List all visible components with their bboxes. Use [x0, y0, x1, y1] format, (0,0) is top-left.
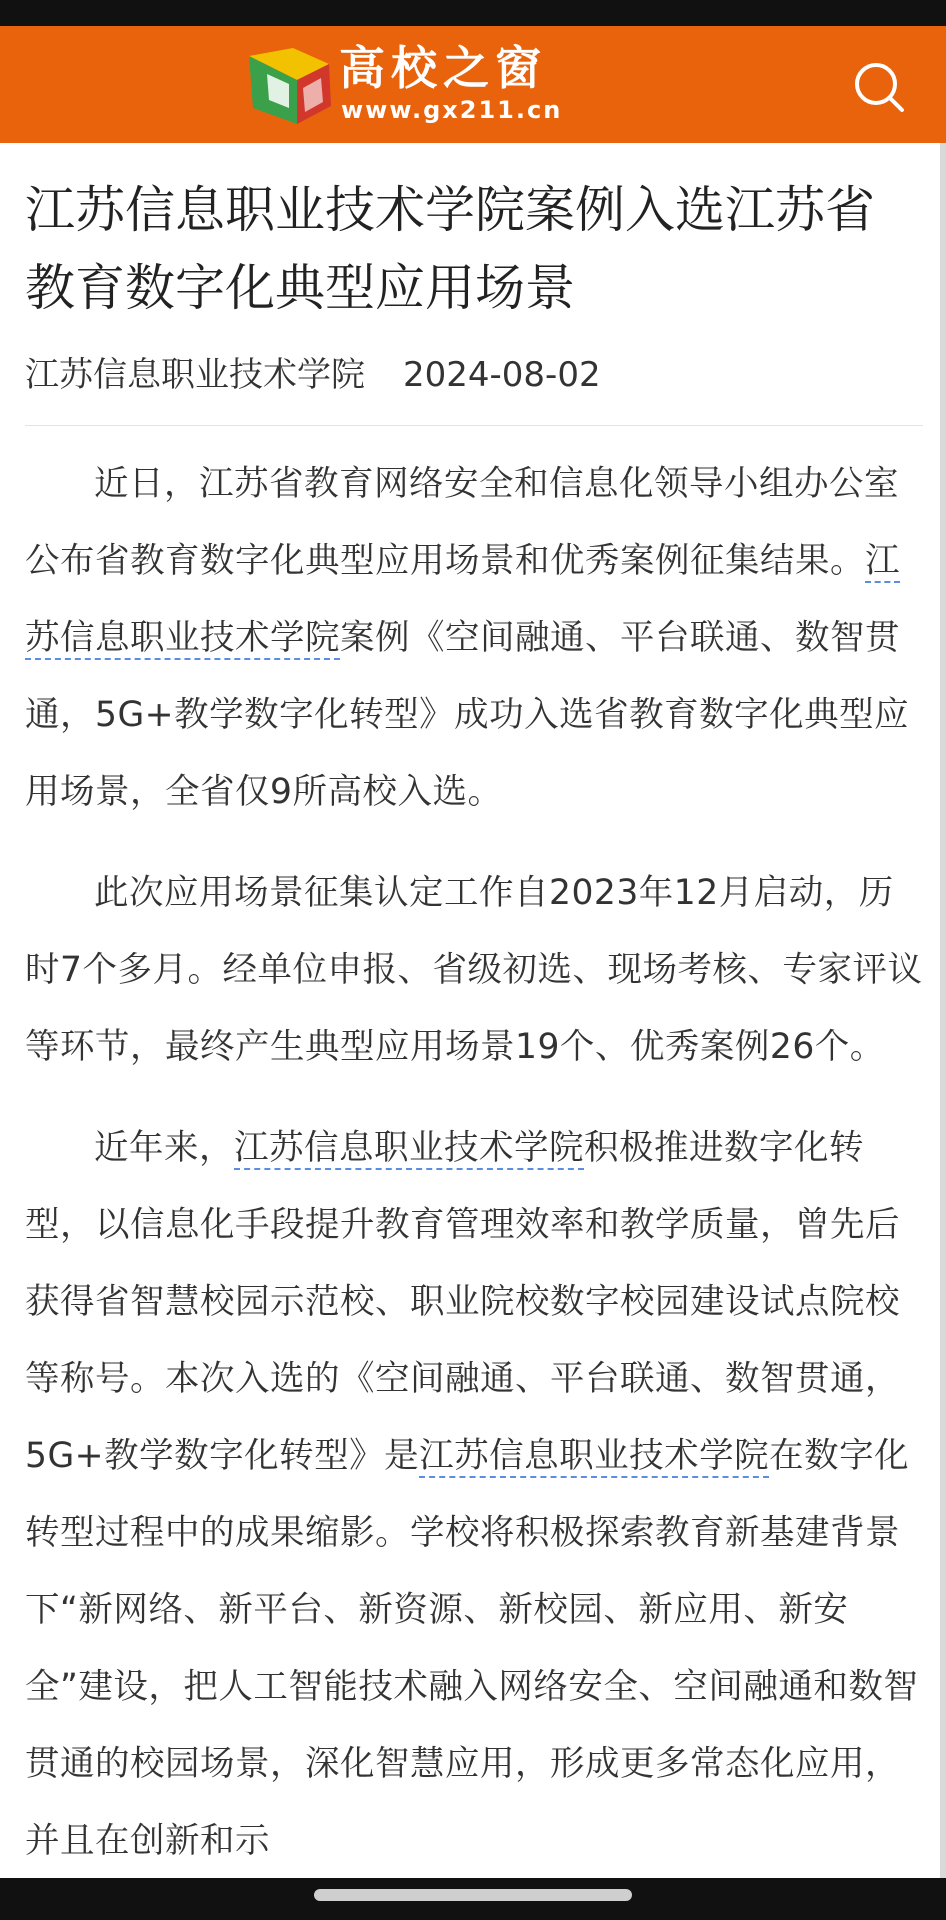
school-link[interactable]: 江苏信息职业技术学院	[234, 1128, 584, 1168]
article-paragraph	[25, 1110, 923, 1880]
article-meta	[25, 355, 923, 395]
search-button[interactable]	[852, 60, 906, 114]
article-date: 2024-08-02	[403, 355, 601, 395]
school-link[interactable]: 江苏信息职业技术学院	[25, 541, 900, 658]
article-title: 江苏信息职业技术学院案例入选江苏省教育数字化典型应用场景	[25, 181, 875, 317]
brand-url: www.gx211.cn	[341, 96, 563, 124]
home-indicator[interactable]	[314, 1889, 632, 1901]
school-link[interactable]: 江苏信息职业技术学院	[419, 1436, 770, 1476]
article-source: 江苏信息职业技术学院	[25, 355, 365, 395]
scroll-edge	[940, 143, 946, 1878]
logo-mark-icon	[243, 46, 335, 128]
paragraph-text: 案例《空间融通、平台联通、数智贯通，5G+教学数字化转型》成功入选省教育数字化典型应用场景，全省仅9所高校入选。	[25, 618, 910, 812]
paragraph-text: 在数字化转型过程中的成果缩影。学校将积极探索教育新基建背景下“新网络、新平台、新资源、新校园、新应用、新安全”建设，把人工智能技术融入网络安全、空间融通和数智贯通的校园场景，深化智慧应用，形成更多常态化应用，并且在创新和示	[25, 1436, 919, 1861]
site-header	[0, 26, 946, 143]
site-logo[interactable]	[243, 42, 583, 128]
divider	[25, 425, 923, 426]
article	[25, 143, 923, 1880]
paragraph-text: 近年来，	[94, 1128, 234, 1168]
status-bar	[0, 0, 946, 26]
paragraph-text: 近日，江苏省教育网络安全和信息化领导小组办公室公布省教育数字化典型应用场景和优秀案例征集结果。	[25, 464, 899, 581]
paragraph-text: 积极推进数字化转型，以信息化手段提升教育管理效率和教学质量，曾先后获得省智慧校园示范校、职业院校数字校园建设试点院校等称号。本次入选的《空间融通、平台联通、数智贯通，5G+教学数字化转型》是	[25, 1128, 900, 1476]
article-paragraph: 此次应用场景征集认定工作自2023年12月启动，历时7个多月。经单位申报、省级初选、现场考核、专家评议等环节，最终产生典型应用场景19个、优秀案例26个。	[25, 873, 923, 1067]
brand-name: 高校之窗	[339, 41, 547, 95]
search-icon	[852, 60, 906, 114]
article-paragraph	[25, 446, 923, 831]
